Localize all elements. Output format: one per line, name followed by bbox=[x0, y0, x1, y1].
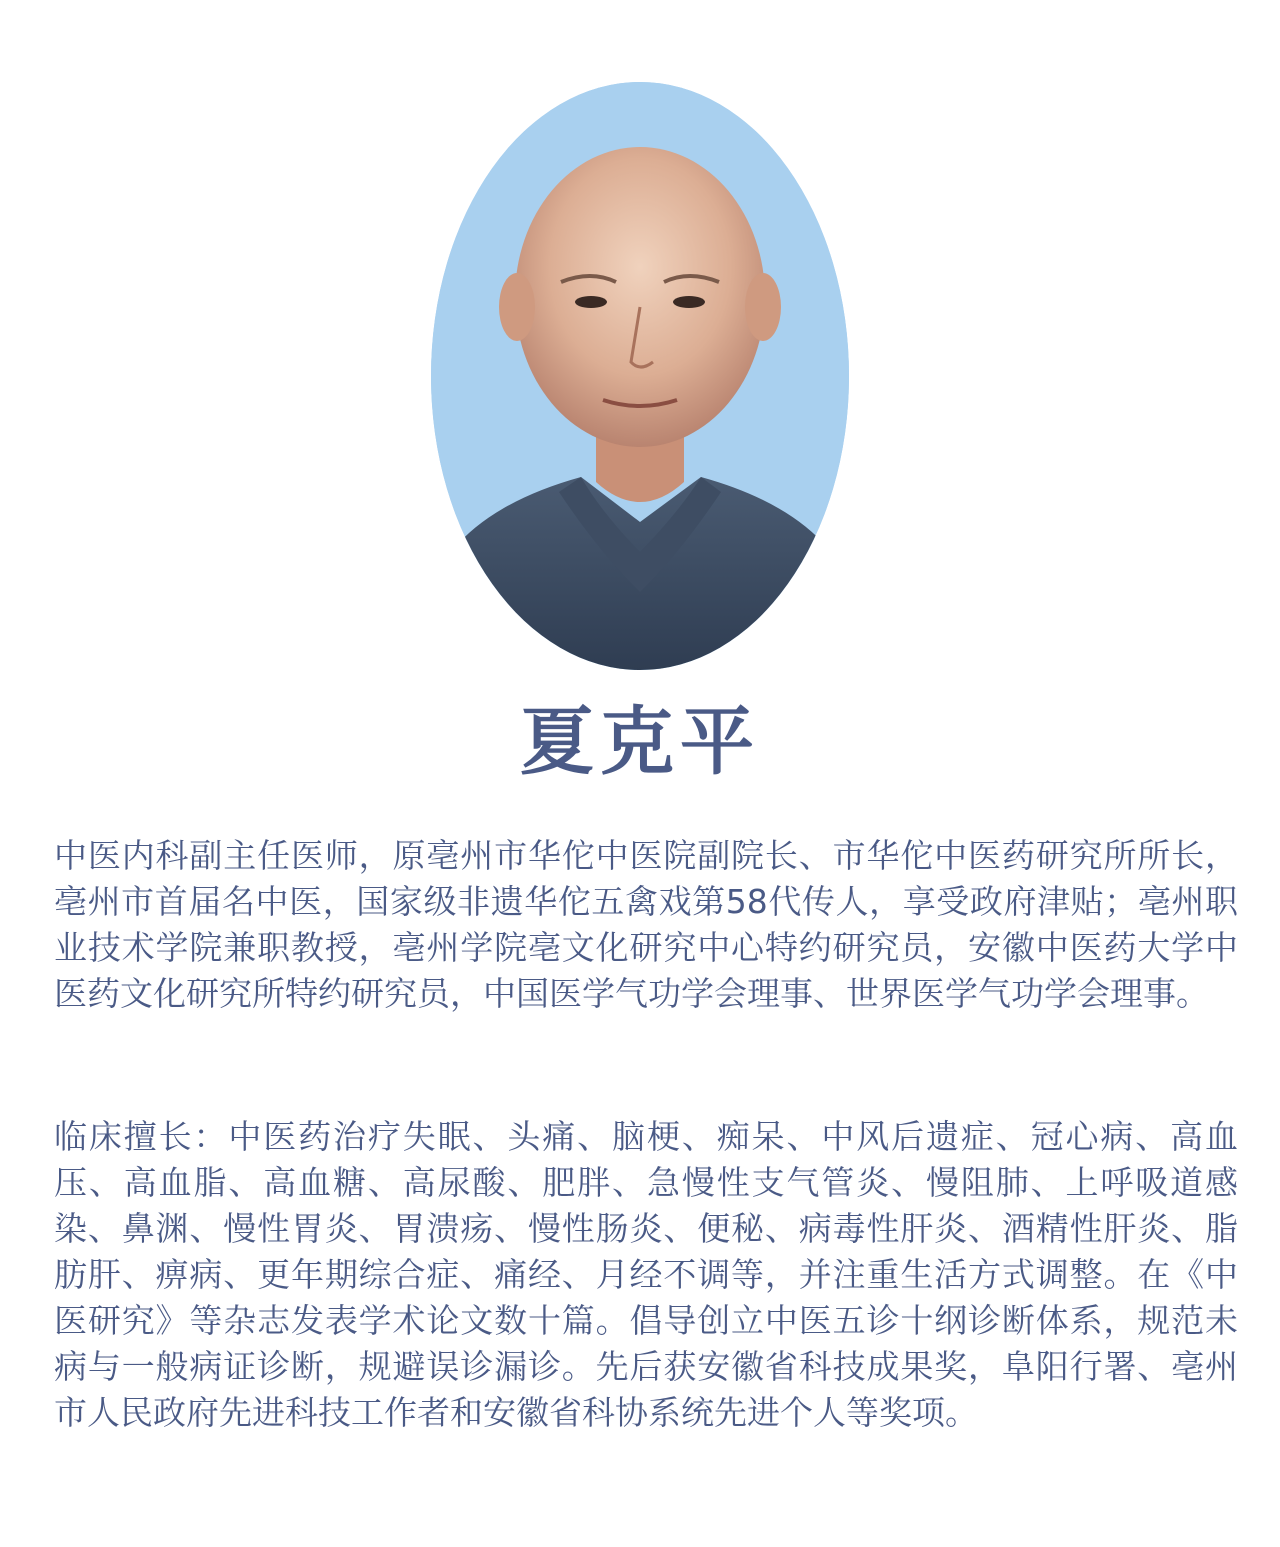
bio-paragraph-expertise: 临床擅长：中医药治疗失眠、头痛、脑梗、痴呆、中风后遗症、冠心病、高血压、高血脂、高血糖、高尿酸、肥胖、急慢性支气管炎、慢阻肺、上呼吸道感染、鼻渊、慢性胃炎、胃溃疡、慢性肠炎、便秘、病毒性肝炎、酒精性肝炎、脂肪肝、痹病、更年期综合症、痛经、月经不调等，并注重生活方式调整。在《中医研究》等杂志发表学术论文数十篇。倡导创立中医五诊十纲诊断体系，规范未病与一般病证诊断，规避误诊漏诊。先后获安徽省科技成果奖，阜阳行署、亳州市人民政府先进科技工作者和安徽省科协系统先进个人等奖项。 bbox=[54, 1117, 1238, 1432]
bio-paragraph-credentials: 中医内科副主任医师，原亳州市华佗中医院副院长、市华佗中医药研究所所长，亳州市首届名中医，国家级非遗华佗五禽戏第58代传人，享受政府津贴；亳州职业技术学院兼职教授，亳州学院亳文化研究中心特约研究员，安徽中医药大学中医药文化研究所特约研究员，中国医学气功学会理事、世界医学气功学会理事。 bbox=[54, 836, 1238, 1013]
portrait-illustration bbox=[431, 82, 849, 670]
portrait-photo bbox=[431, 82, 849, 670]
person-name: 夏克平 bbox=[520, 699, 760, 785]
